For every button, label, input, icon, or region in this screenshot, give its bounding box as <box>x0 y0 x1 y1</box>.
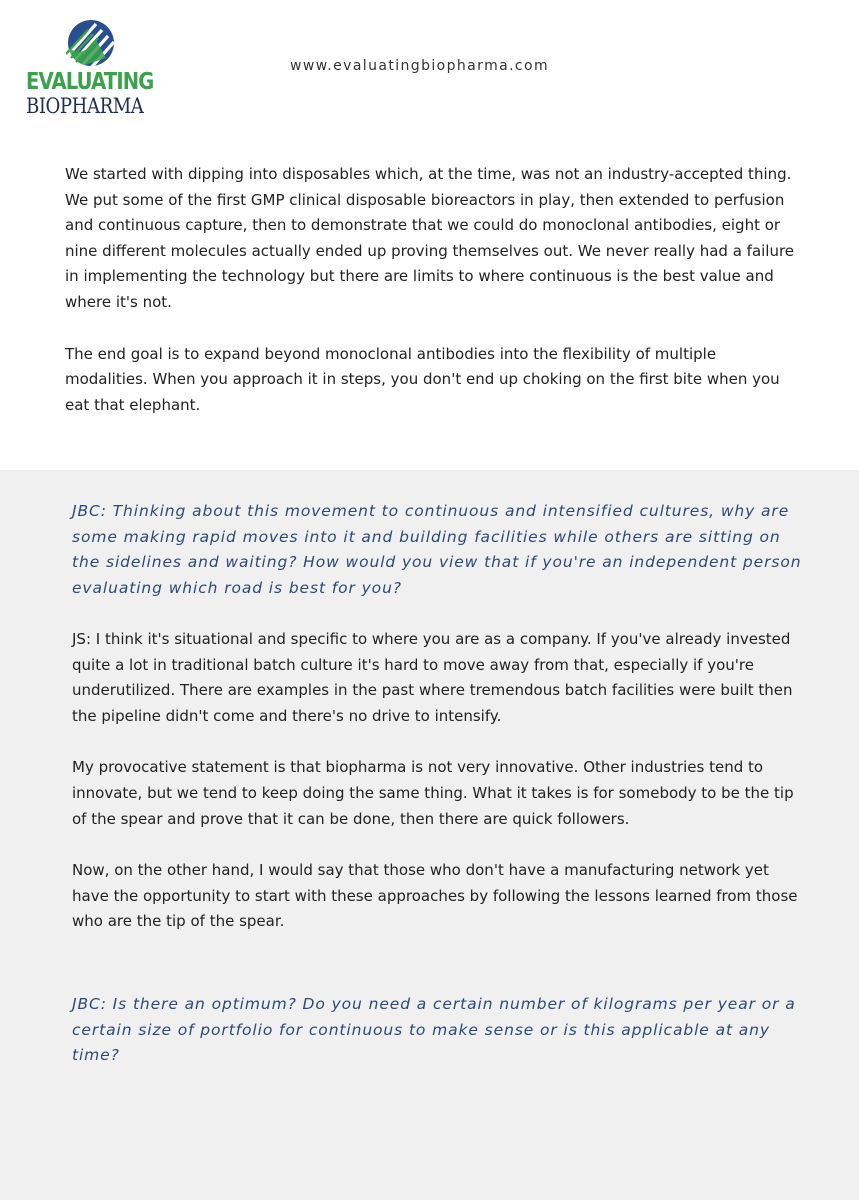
paragraph: My provocative statement is that biopharma is not very innovative. Other industries tend to innovate, but we tend to keep doing the same thing. What it takes is for somebody to be the tip of the spear and prove that it can be done, then there are quick followers. <box>72 758 794 828</box>
paragraph: JS: I think it's situational and specific to where you are as a company. If you've already invested quite a lot in traditional batch culture it's hard to move away from that, especially if you're underutilized. There are examples in the past where tremendous batch facilities were built then the pipeline didn't come and there's no drive to intensify. <box>72 630 793 725</box>
logo-wordmark-biopharma: BIOPHARMA <box>26 94 144 118</box>
intro-text <box>65 162 795 444</box>
paragraph: The end goal is to expand beyond monoclonal antibodies into the flexibility of multiple modalities. When you approach it in steps, you don't end up choking on the first bite when you eat that elephant. <box>65 344 780 414</box>
interview-answer <box>72 627 802 961</box>
globe-logo-icon <box>66 18 116 68</box>
interview-question: JBC: Thinking about this movement to continuous and intensified cultures, why are some making rapid moves into it and building facilities while others are sitting on the sidelines and waiting? How would you view that if you're an independent person evaluating which road is best for you? <box>72 502 802 597</box>
paragraph: We started with dipping into disposables which, at the time, was not an industry-accepted thing. We put some of the first GMP clinical disposable bioreactors in play, then extended to perfusion and continuous capture, then to demonstrate that we could do monoclonal antibodies, eight or nine different molecules actually ended up proving themselves out. We never really had a failure in implementing the technology but there are limits to where continuous is the best value and where it's not. <box>65 165 795 311</box>
paragraph: Now, on the other hand, I would say that those who don't have a manufacturing network yet have the opportunity to start with these approaches by following the lessons learned from those who are the tip of the spear. <box>72 861 798 931</box>
interview-question: JBC: Is there an optimum? Do you need a certain number of kilograms per year or a certain size of portfolio for continuous to make sense or is this applicable at any time? <box>72 995 796 1065</box>
logo-wordmark-evaluating: EVALUATING <box>26 69 154 95</box>
evaluating-biopharma-logo <box>26 18 166 118</box>
page-header <box>0 0 859 140</box>
site-url[interactable]: www.evaluatingbiopharma.com <box>290 58 550 74</box>
